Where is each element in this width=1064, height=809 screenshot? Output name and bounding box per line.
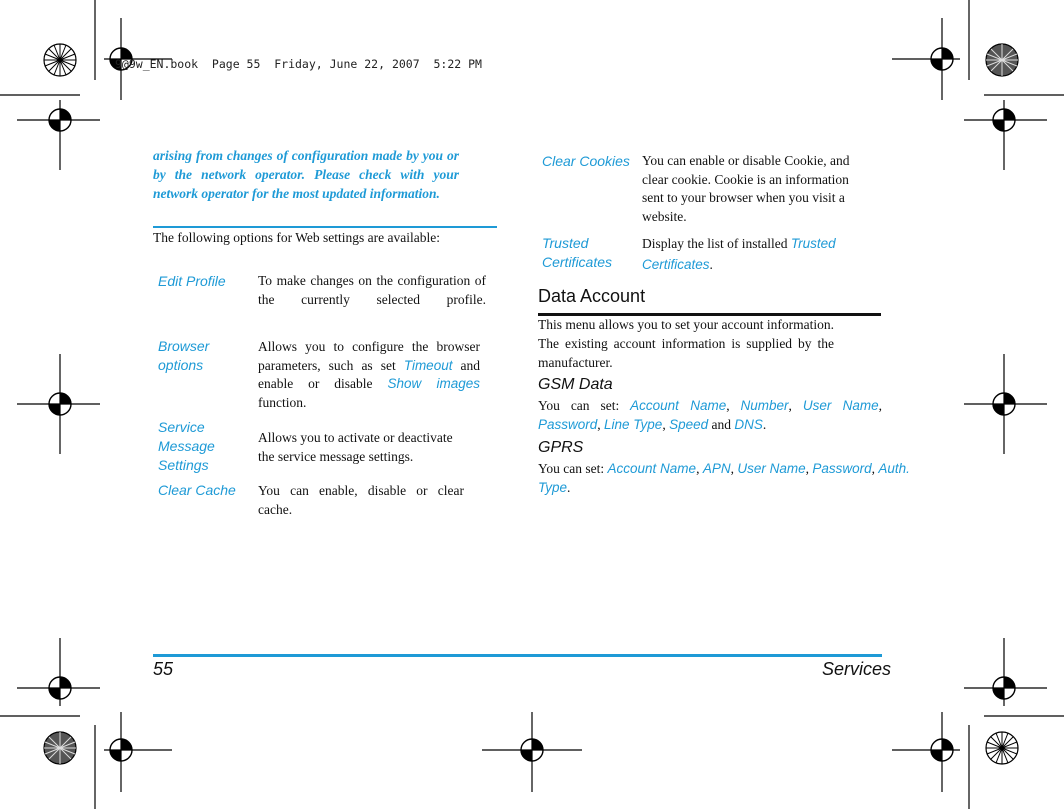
term-clear-cookies: Clear Cookies [542,153,630,169]
link-trusted-certificates: Trusted Certificates [642,236,836,272]
desc-edit-profile: To make changes on the configuration of the currently selected profile. [258,273,486,307]
book-info: 9@9w_EN.book Page 55 Friday, June 22, 2007 5:22 PM [115,57,482,71]
link-show-images: Show images [387,376,481,391]
desc-clear-cache: You can enable, disable or clear cache. [258,483,464,517]
term-service-message-settings: Service Message Settings [158,419,215,473]
term-clear-cache: Clear Cache [158,482,236,498]
gsm-options-text: You can set: Account Name, Number, User Name, Password, Line Type, Speed and DNS. [538,398,883,432]
link-timeout: Timeout [403,357,453,373]
desc-clear-cookies: You can enable or disable Cookie, and clear cookie. Cookie is an information sent to your browser when you visit a website. [642,153,850,224]
config-note: arising from changes of configuration made by you or by the network operator. Please check with your network operator for the most updated information. [153,148,459,201]
desc-browser-options: Allows you to configure the browser parameters, such as set Timeout and enable or disable Show images function. [258,339,481,410]
data-account-text: This menu allows you to set your account information. The existing account information is supplied by the manufacturer. [538,317,834,370]
desc-service-message-settings: Allows you to activate or deactivate the service message settings. [258,430,453,464]
footer-rule [153,654,882,657]
web-settings-intro: The following options for Web settings are available: [153,230,440,245]
section-name: Services [821,659,891,679]
desc-trusted-certificates: Display the list of installed Trusted Certificates. [642,236,836,272]
section-title-data-account: Data Account [538,286,646,306]
subhead-gprs: GPRS [538,439,584,456]
page-number: 55 [153,659,174,679]
term-edit-profile: Edit Profile [158,273,226,289]
subhead-gsm-data: GSM Data [538,376,613,393]
term-browser-options: Browser options [158,338,210,373]
gprs-options-text: You can set: Account Name, APN, User Name, Password, Auth. Type. [538,461,910,495]
term-trusted-certificates: Trusted Certificates [542,235,613,270]
